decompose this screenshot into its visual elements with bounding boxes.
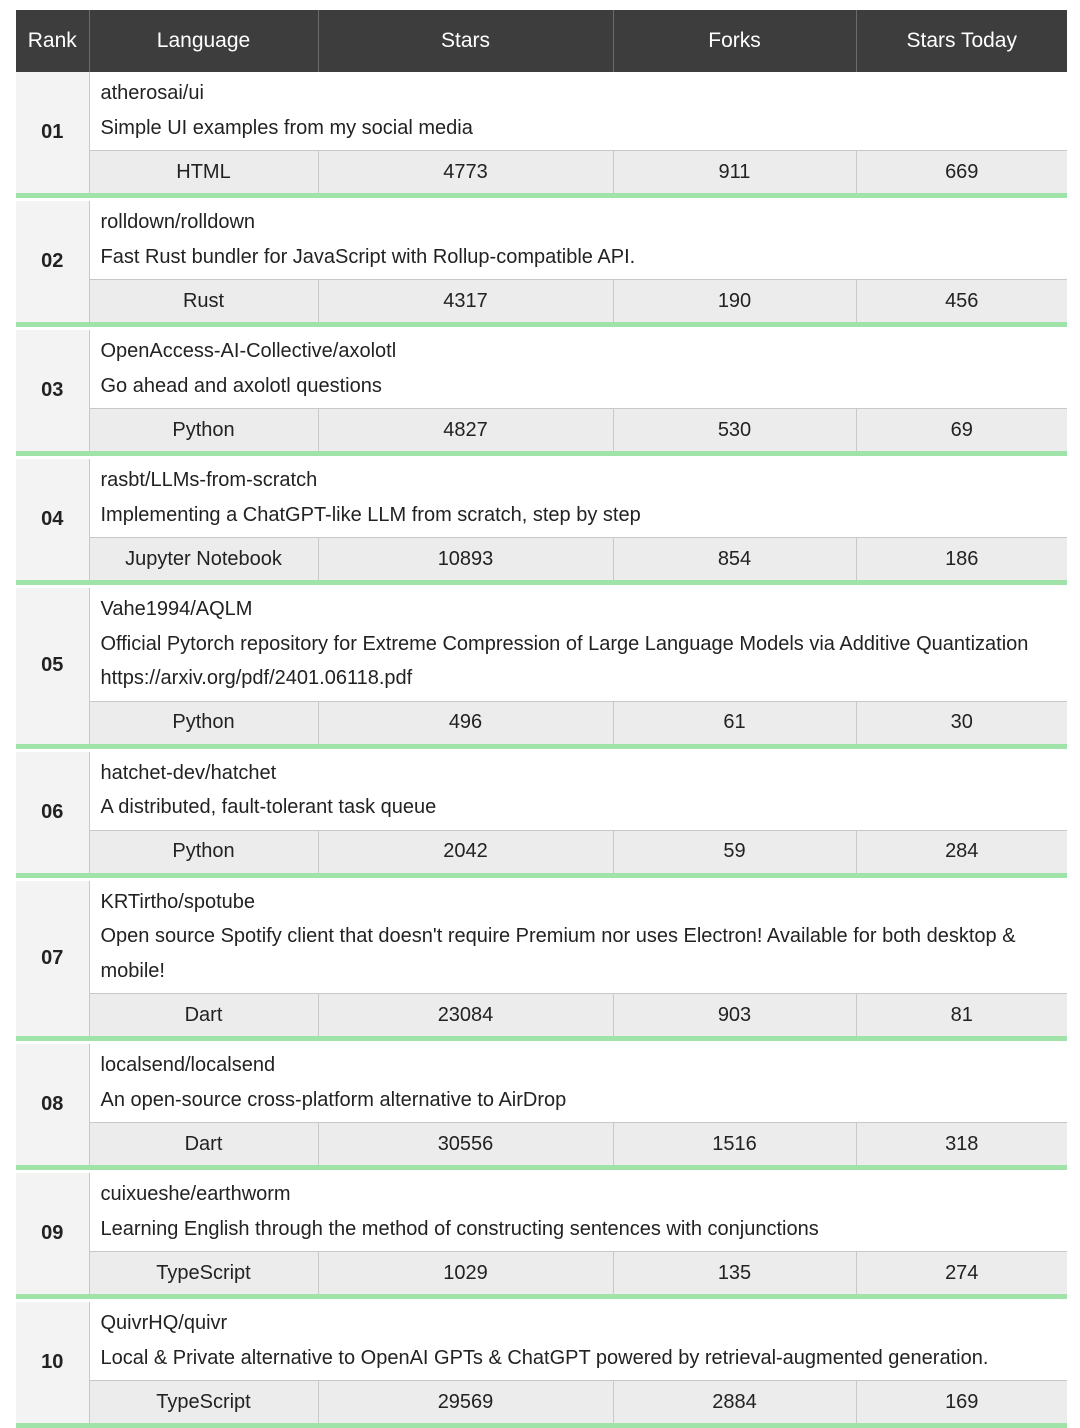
repo-info-cell — [89, 459, 1067, 538]
repo-name[interactable]: cuixueshe/earthworm — [100, 1183, 291, 1205]
rank-cell: 06 — [16, 752, 89, 876]
repo-name[interactable]: hatchet-dev/hatchet — [100, 761, 277, 784]
stars-today-cell: 318 — [856, 1123, 1067, 1168]
repo-info-row — [16, 201, 1067, 280]
repo-name[interactable]: QuivrHQ/quivr — [100, 1312, 228, 1334]
rank-cell: 09 — [16, 1173, 89, 1297]
table-header — [16, 10, 1067, 72]
repo-info-row — [16, 1302, 1067, 1381]
repo-info-cell — [89, 881, 1067, 994]
repo-name[interactable]: localsend/localsend — [100, 1054, 276, 1076]
repo-info-cell — [89, 752, 1067, 831]
repo-info-row — [16, 72, 1067, 151]
forks-cell: 190 — [613, 280, 856, 325]
language-cell: Python — [89, 409, 318, 454]
rank-cell: 10 — [16, 1302, 89, 1426]
repo-info-cell — [89, 72, 1067, 151]
language-cell: TypeScript — [89, 1252, 318, 1297]
stars-today-cell: 69 — [856, 409, 1067, 454]
stars-cell: 1029 — [318, 1252, 613, 1297]
repo-info-cell — [89, 330, 1067, 409]
repo-stats-row — [16, 409, 1067, 454]
repo-info-cell — [89, 1044, 1067, 1123]
repo-description: Learning English through the method of constructing sentences with conjunctions — [100, 1217, 819, 1240]
repo-name[interactable]: rolldown/rolldown — [100, 211, 256, 233]
stars-today-cell: 284 — [856, 830, 1067, 875]
forks-cell: 911 — [613, 151, 856, 196]
stars-today-cell: 186 — [856, 538, 1067, 583]
header-stars-today: Stars Today — [856, 10, 1067, 72]
repo-stats-row — [16, 830, 1067, 875]
rank-cell: 05 — [16, 588, 89, 746]
repo-name[interactable]: Vahe1994/AQLM — [100, 598, 253, 620]
repo-description: Fast Rust bundler for JavaScript with Rollup-compatible API. — [100, 245, 636, 268]
stars-today-cell: 81 — [856, 994, 1067, 1039]
repo-stats-row — [16, 280, 1067, 325]
repo-description: Open source Spotify client that doesn't require Premium nor uses Electron! Available for both desktop & mobile! — [100, 925, 1016, 982]
stars-cell: 4317 — [318, 280, 613, 325]
forks-cell: 135 — [613, 1252, 856, 1297]
repo-stats-row — [16, 151, 1067, 196]
stars-today-cell: 669 — [856, 151, 1067, 196]
rank-cell: 07 — [16, 881, 89, 1039]
forks-cell: 854 — [613, 538, 856, 583]
repo-stats-row — [16, 701, 1067, 746]
language-cell: Jupyter Notebook — [89, 538, 318, 583]
repo-name[interactable]: KRTirtho/spotube — [100, 890, 256, 913]
stars-cell: 496 — [318, 701, 613, 746]
repo-info-row — [16, 330, 1067, 409]
stars-today-cell: 30 — [856, 701, 1067, 746]
language-cell: Dart — [89, 994, 318, 1039]
stars-today-cell: 169 — [856, 1381, 1067, 1426]
repo-info-cell — [89, 1302, 1067, 1381]
repo-stats-row — [16, 538, 1067, 583]
language-cell: HTML — [89, 151, 318, 196]
language-cell: Python — [89, 701, 318, 746]
forks-cell: 61 — [613, 701, 856, 746]
repo-name[interactable]: rasbt/LLMs-from-scratch — [100, 469, 318, 491]
repo-info-row — [16, 1173, 1067, 1252]
rank-cell: 01 — [16, 72, 89, 196]
repo-description: Implementing a ChatGPT-like LLM from scratch, step by step — [100, 503, 641, 526]
header-rank: Rank — [16, 10, 89, 72]
forks-cell: 1516 — [613, 1123, 856, 1168]
stars-cell: 10893 — [318, 538, 613, 583]
forks-cell: 59 — [613, 830, 856, 875]
forks-cell: 2884 — [613, 1381, 856, 1426]
repo-info-row — [16, 881, 1067, 994]
stars-cell: 4773 — [318, 151, 613, 196]
table-body — [16, 72, 1067, 1426]
repo-stats-row — [16, 1381, 1067, 1426]
stars-cell: 30556 — [318, 1123, 613, 1168]
repo-description: Go ahead and axolotl questions — [100, 374, 382, 397]
forks-cell: 903 — [613, 994, 856, 1039]
repo-name[interactable]: OpenAccess-AI-Collective/axolotl — [100, 340, 397, 362]
repo-info-row — [16, 1044, 1067, 1123]
forks-cell: 530 — [613, 409, 856, 454]
stars-today-cell: 274 — [856, 1252, 1067, 1297]
header-forks: Forks — [613, 10, 856, 72]
repo-info-cell — [89, 1173, 1067, 1252]
repo-info-cell — [89, 201, 1067, 280]
repo-info-cell — [89, 588, 1067, 701]
stars-cell: 23084 — [318, 994, 613, 1039]
stars-cell: 29569 — [318, 1381, 613, 1426]
rank-cell: 02 — [16, 201, 89, 325]
header-stars: Stars — [318, 10, 613, 72]
language-cell: Python — [89, 830, 318, 875]
rank-cell: 08 — [16, 1044, 89, 1168]
stars-cell: 2042 — [318, 830, 613, 875]
repo-info-row — [16, 752, 1067, 831]
repo-description: Official Pytorch repository for Extreme Compression of Large Language Models via Additive Quantization https://arxiv.org/pdf/2401.06118.pdf — [100, 632, 1029, 689]
stars-today-cell: 456 — [856, 280, 1067, 325]
repo-stats-row — [16, 1252, 1067, 1297]
rank-cell: 03 — [16, 330, 89, 454]
header-language: Language — [89, 10, 318, 72]
rank-cell: 04 — [16, 459, 89, 583]
language-cell: TypeScript — [89, 1381, 318, 1426]
language-cell: Dart — [89, 1123, 318, 1168]
trending-repos-table — [16, 10, 1067, 1428]
repo-name[interactable]: atherosai/ui — [100, 82, 204, 104]
repo-info-row — [16, 588, 1067, 701]
repo-description: A distributed, fault-tolerant task queue — [100, 796, 437, 818]
repo-stats-row — [16, 994, 1067, 1039]
repo-description: Local & Private alternative to OpenAI GPTs & ChatGPT powered by retrieval-augmented generation. — [100, 1346, 989, 1369]
repo-info-row — [16, 459, 1067, 538]
stars-cell: 4827 — [318, 409, 613, 454]
repo-description: Simple UI examples from my social media — [100, 116, 473, 139]
repo-description: An open-source cross-platform alternative to AirDrop — [100, 1088, 567, 1111]
repo-stats-row — [16, 1123, 1067, 1168]
language-cell: Rust — [89, 280, 318, 325]
